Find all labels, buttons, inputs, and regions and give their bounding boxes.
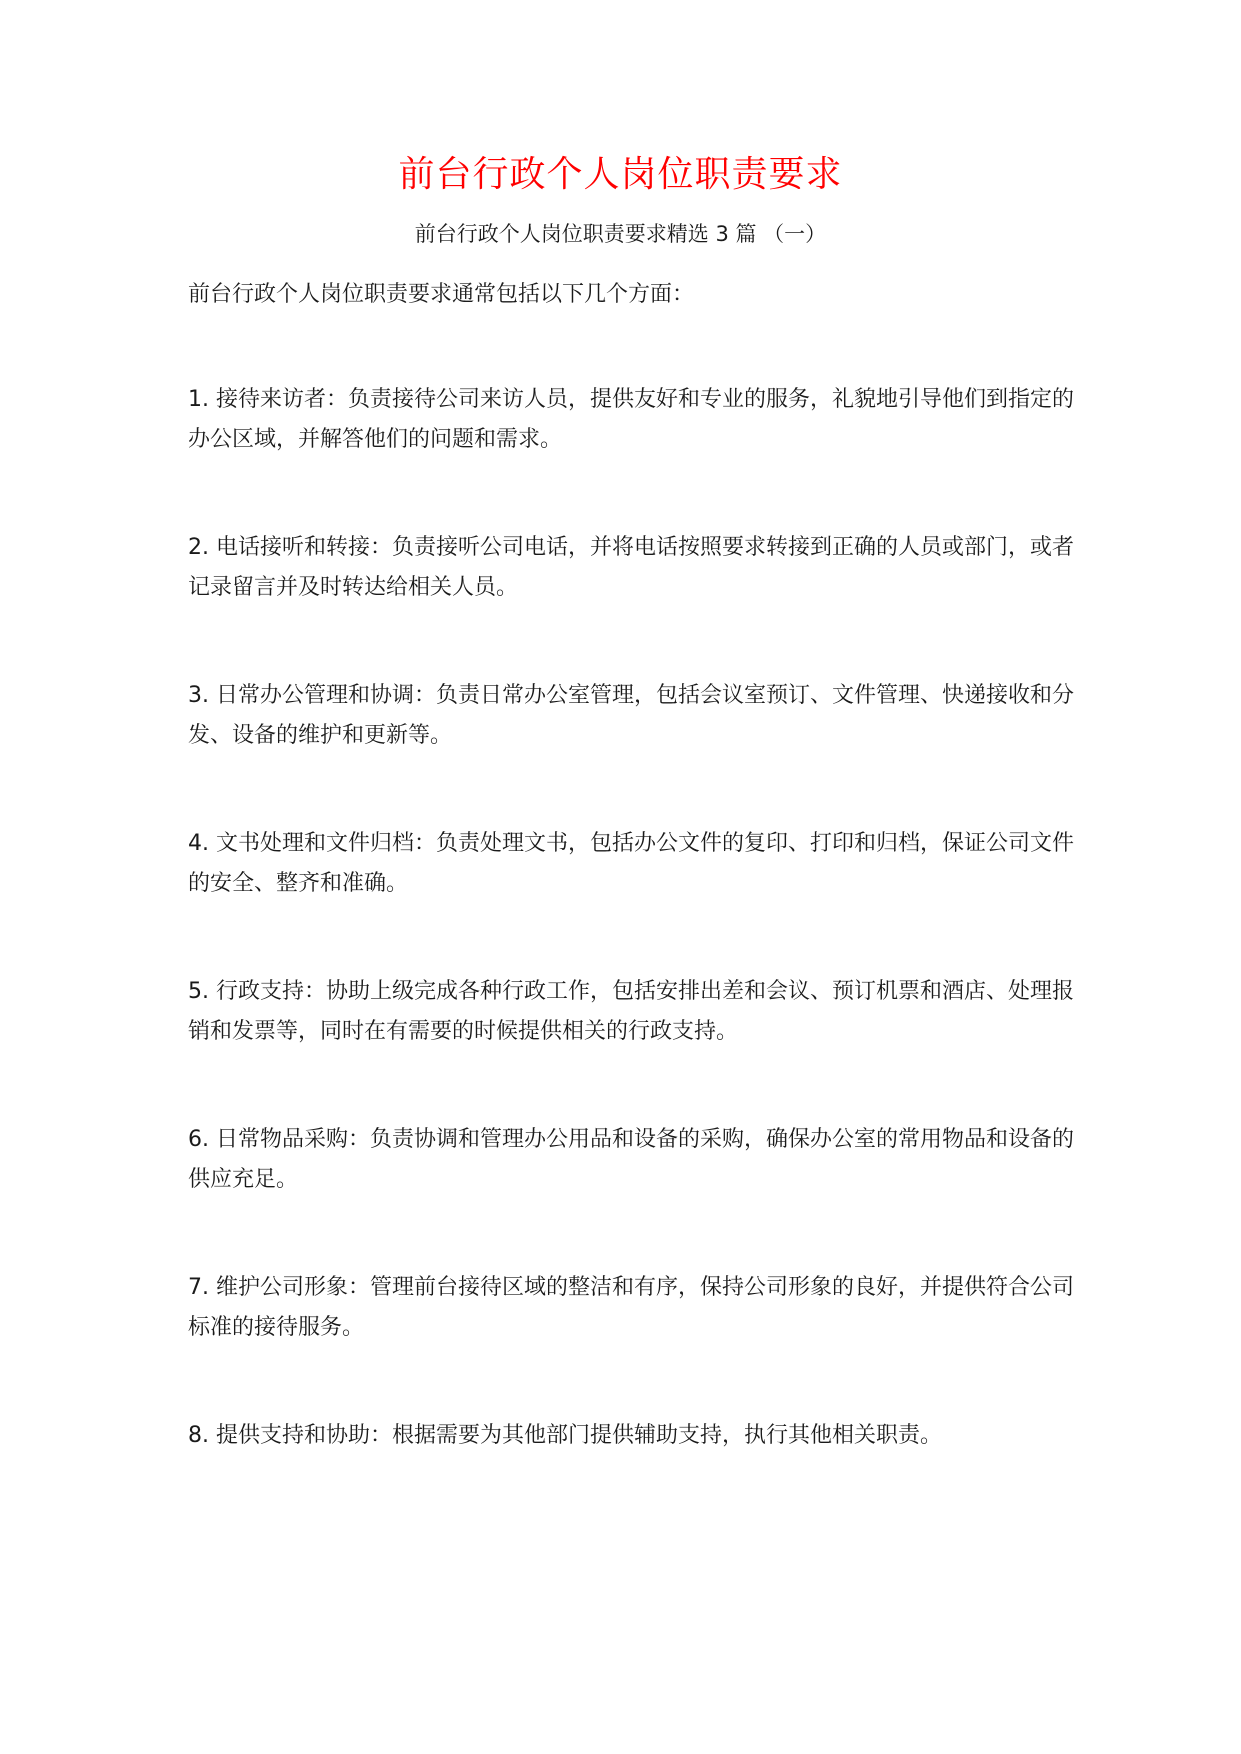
list-item: 2. 电话接听和转接：负责接听公司电话，并将电话按照要求转接到正确的人员或部门，或者记录留言并及时转达给相关人员。 <box>188 535 1074 600</box>
list-item: 1. 接待来访者：负责接待公司来访人员，提供友好和专业的服务，礼貌地引导他们到指定的办公区域，并解答他们的问题和需求。 <box>188 387 1074 452</box>
list-item: 7. 维护公司形象：管理前台接待区域的整洁和有序，保持公司形象的良好，并提供符合公司标准的接待服务。 <box>188 1275 1074 1340</box>
list-item: 8. 提供支持和协助：根据需要为其他部门提供辅助支持，执行其他相关职责。 <box>188 1423 942 1448</box>
document-subtitle: 前台行政个人岗位职责要求精选 3 篇 （一） <box>414 222 827 246</box>
list-item: 3. 日常办公管理和协调：负责日常办公室管理，包括会议室预订、文件管理、快递接收和分发、设备的维护和更新等。 <box>188 683 1074 748</box>
list-item: 5. 行政支持：协助上级完成各种行政工作，包括安排出差和会议、预订机票和酒店、处理报销和发票等，同时在有需要的时候提供相关的行政支持。 <box>188 979 1074 1044</box>
intro-paragraph: 前台行政个人岗位职责要求通常包括以下几个方面： <box>188 282 695 307</box>
list-item: 6. 日常物品采购：负责协调和管理办公用品和设备的采购，确保办公室的常用物品和设备的供应充足。 <box>188 1127 1074 1192</box>
list-item: 4. 文书处理和文件归档：负责处理文书，包括办公文件的复印、打印和归档，保证公司文件的安全、整齐和准确。 <box>188 831 1074 896</box>
document-title: 前台行政个人岗位职责要求 <box>398 154 843 195</box>
